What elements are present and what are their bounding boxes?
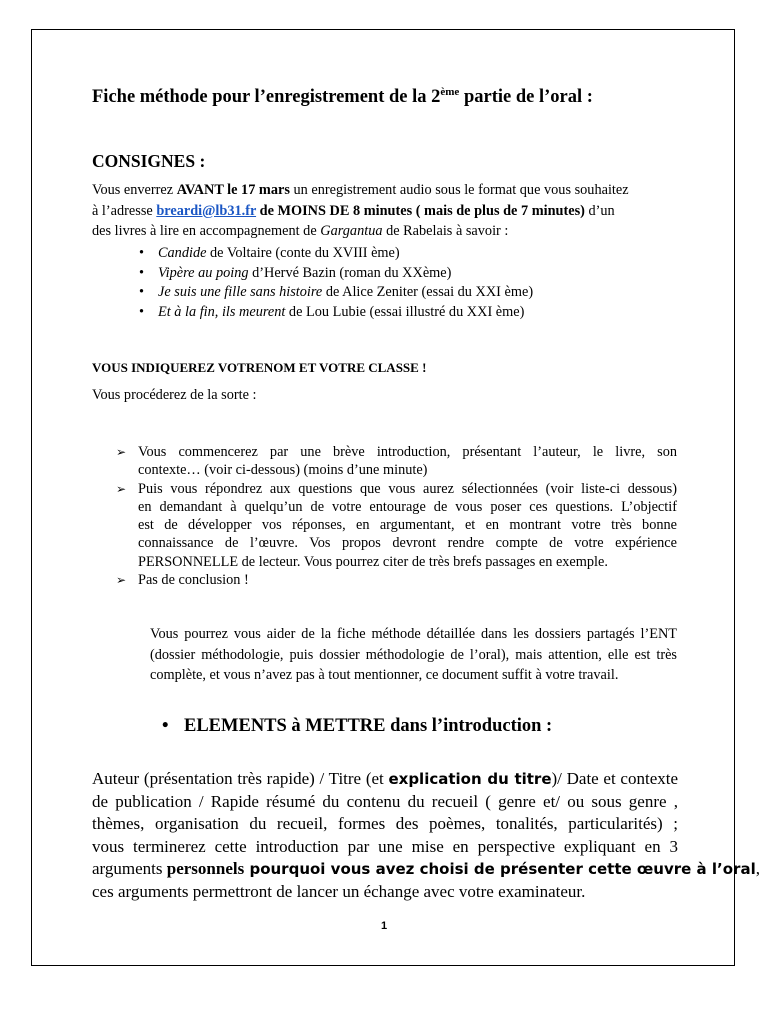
list-item [116, 571, 677, 589]
step-line: Vous commencerez par une brève introduction, présentant l’auteur, le livre, son [138, 444, 677, 460]
procedure-intro: Vous procéderez de la sorte : [92, 387, 257, 403]
list-item [139, 303, 533, 323]
list-item [139, 283, 534, 303]
consignes-line-1 [92, 180, 679, 201]
book-info: d’Hervé Bazin (roman du XXème) [248, 264, 452, 281]
email-link[interactable]: breardi@lb31.fr [156, 202, 257, 219]
bullet-icon: • [139, 264, 145, 281]
intro-paragraph [92, 768, 760, 903]
text: des livres à lire en accompagnement de [92, 223, 321, 239]
text: )/ Date et contexte [551, 769, 679, 788]
book-info: de Alice Zeniter (essai du XXI ème) [322, 284, 534, 300]
book-title: Je suis une fille sans histoire [158, 284, 323, 300]
deadline-text: AVANT le 17 mars [176, 182, 290, 198]
elements-heading [162, 716, 552, 737]
book-list [139, 244, 534, 322]
book-title-gargantua: Gargantua [320, 223, 383, 239]
emphasis-text: pourquoi vous avez choisi de présenter cette œuvre à l’oral [244, 860, 756, 878]
text: d’un [584, 202, 615, 219]
step-line: Pas de conclusion ! [138, 572, 249, 589]
step-line: en demandant à quelqu’un de votre entourage de vous poser ces questions. L’objectif [138, 498, 677, 515]
consignes-paragraph [92, 180, 679, 242]
arrow-bullet-icon: ➢ [116, 481, 127, 496]
step-line: connaissance de l’œuvre. Vos propos devront rendre compte de votre expérience [138, 535, 677, 552]
help-paragraph [150, 624, 677, 686]
consignes-line-3 [92, 221, 679, 242]
consignes-heading: CONSIGNES : [92, 151, 206, 171]
step-line: PERSONNELLE de lecteur. Vous pourrez citer de très brefs passages en exemple. [138, 553, 608, 570]
text: Vous enverrez [92, 182, 177, 198]
duration-text: de MOINS DE 8 minutes ( mais de plus de 7 minutes) [256, 202, 585, 219]
page-title [92, 86, 593, 108]
consignes-line-2 [92, 201, 679, 222]
emphasis-text: personnels [166, 859, 245, 878]
steps-list [116, 443, 677, 589]
bullet-icon: • [139, 245, 145, 261]
text: , [755, 859, 760, 878]
page-number: 1 [380, 920, 388, 932]
text: de Rabelais à savoir : [382, 223, 509, 239]
text: arguments [92, 859, 167, 878]
list-item [139, 244, 533, 264]
list-item [116, 480, 677, 571]
title-text: Fiche méthode pour l’enregistrement de la 2 [92, 87, 441, 107]
step-line: est de développer vos réponses, en argumentant, et en montrant votre très bonne [138, 517, 677, 534]
text: un enregistrement audio sous le format que vous souhaitez [289, 182, 629, 198]
intro-line-6: ces arguments permettront de lancer un échange avec votre examinateur. [92, 881, 586, 901]
text: à l’adresse [92, 202, 157, 219]
book-title: Candide [158, 245, 207, 261]
name-class-notice: VOUS INDIQUEREZ VOTRENOM ET VOTRE CLASSE ! [92, 360, 427, 375]
intro-line-1 [92, 768, 678, 791]
title-text-end: partie de l’oral : [459, 87, 593, 107]
help-line: Vous pourrez vous aider de la fiche méthode détaillée dans les dossiers partagés l’ENT [150, 626, 677, 642]
step-line: Puis vous répondrez aux questions que vous aurez sélectionnées (voir liste-ci dessous) [138, 480, 677, 497]
step-line: contexte… (voir ci-dessous) (moins d’une minute) [138, 462, 428, 479]
help-line: complète, et vous n’avez pas à tout mentionner, ce document suffit à votre travail. [150, 667, 619, 683]
intro-line-3: thèmes, organisation du recueil, formes des poèmes, tonalités, particularités) ; [92, 814, 678, 833]
bullet-icon: • [162, 716, 169, 736]
intro-line-2: de publication / Rapide résumé du contenu du recueil ( genre et/ ou sous genre , [92, 791, 678, 811]
emphasis-text: explication du titre [388, 770, 552, 788]
elements-heading-text: ELEMENTS à METTRE dans l’introduction : [184, 716, 553, 736]
book-title: Vipère au poing [158, 264, 249, 281]
list-item [116, 443, 677, 480]
book-title: Et à la fin, ils meurent [158, 303, 286, 320]
intro-line-5 [92, 858, 760, 881]
arrow-bullet-icon: ➢ [116, 573, 127, 588]
bullet-icon: • [139, 284, 145, 300]
arrow-bullet-icon: ➢ [116, 445, 127, 459]
text: Auteur (présentation très rapide) / Titre (et [92, 769, 389, 788]
title-superscript: ème [440, 86, 460, 98]
intro-line-4: vous terminerez cette introduction par une mise en perspective expliquant en 3 [92, 836, 678, 856]
bullet-icon: • [139, 303, 145, 320]
book-info: de Voltaire (conte du XVIII ème) [206, 245, 400, 261]
help-line: (dossier méthodologie, puis dossier méthodologie de l’oral), mais attention, elle est très [150, 646, 677, 663]
list-item [139, 264, 533, 284]
book-info: de Lou Lubie (essai illustré du XXI ème) [285, 303, 525, 320]
